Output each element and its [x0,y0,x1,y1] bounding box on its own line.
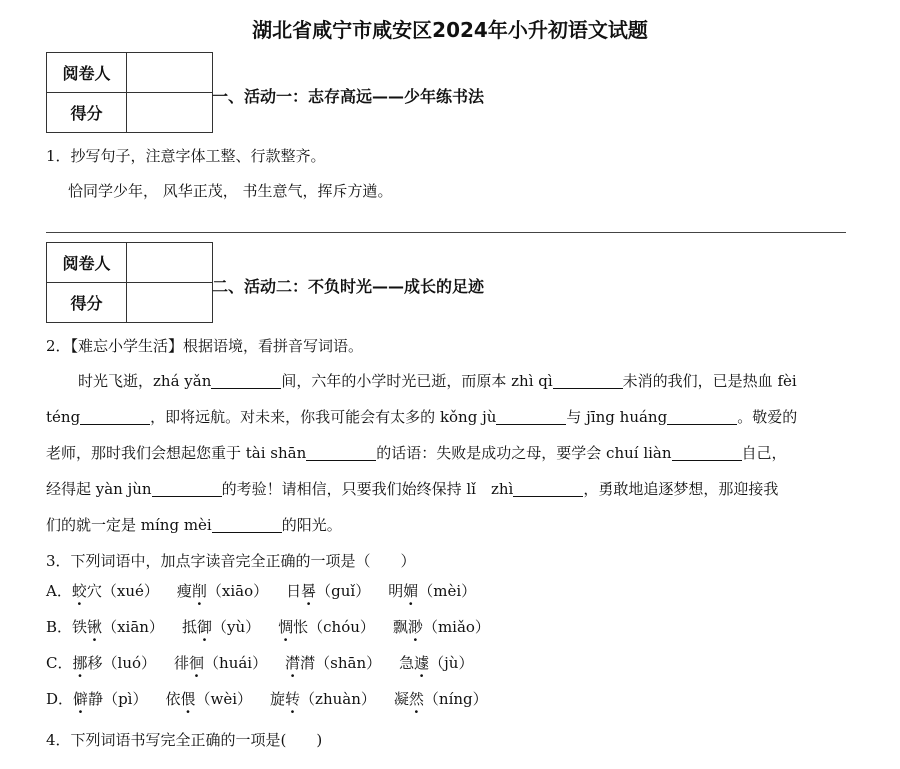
option-word: 凝然（níng） [393,690,488,708]
option-word: 铁锹（xiān） [72,618,164,636]
option-word: 潸潸（shān） [285,654,382,672]
q2-text: 间，六年的小学时光已逝，而原本 zhì qì [281,372,553,390]
q2-text: 的阳光。 [281,516,342,534]
option-word: 抵御（yù） [181,618,261,636]
q2-line-4 [46,478,778,499]
q2-text: 经得起 yàn jùn [46,480,152,498]
q2-text: 。敬爱的 [737,408,798,426]
q3-option-a[interactable] [46,580,476,601]
q2-text: 们的就一定是 míng mèi [46,516,212,534]
option-word: 挪移（luó） [72,654,157,672]
reviewer-label: 阅卷人 [47,243,127,283]
option-word: 惆怅（chóu） [278,618,375,636]
q2-text: 未消的我们，已是热血 fèi [622,372,797,390]
q2-text: ，即将远航。对未来，你我可能会有太多的 kǒng jù [150,408,497,426]
q2-line-1 [78,370,797,391]
reviewer-cell [127,53,213,93]
fill-blank[interactable] [667,409,737,425]
score-cell [127,93,213,133]
reviewer-label: 阅卷人 [47,53,127,93]
score-cell [127,283,213,323]
fill-blank[interactable] [553,373,623,389]
q2-line-5 [46,514,342,535]
q2-prompt: 2．【难忘小学生活】根据语境，看拼音写词语。 [46,337,364,355]
fill-blank[interactable] [306,445,376,461]
q1-sentence: 恰同学少年， 风华正茂， 书生意气，挥斥方遒。 [68,182,393,200]
score-table-1 [46,52,213,133]
q2-text: 与 jīng huáng [566,408,668,426]
option-word: 僻静（pì） [73,690,148,708]
option-word: 依偎（wèi） [165,690,253,708]
q2-line-3 [46,442,787,463]
option-label: A． [46,582,72,600]
section-heading-2: 二、活动二：不负时光——成长的足迹 [212,277,485,296]
option-word: 日晷（guǐ） [286,582,371,600]
score-table-2 [46,242,213,323]
q2-text: 自己， [741,444,787,462]
q2-text: 时光飞逝，zhá yǎn [78,372,212,390]
option-word: 蛟穴（xué） [71,582,159,600]
page-title: 湖北省咸宁市咸安区2024年小升初语文试题 [252,18,648,42]
q2-line-2 [46,406,797,427]
fill-blank[interactable] [212,517,282,533]
option-word: 旋转（zhuàn） [270,690,376,708]
option-word: 急遽（jù） [399,654,474,672]
answer-rule[interactable] [46,232,846,233]
option-word: 瘦削（xiāo） [176,582,269,600]
q2-text: 的话语：失败是成功之母，要学会 chuí liàn [376,444,672,462]
q3-option-c[interactable] [46,652,473,673]
score-label: 得分 [47,283,127,323]
section-heading-1: 一、活动一：志存高远——少年练书法 [212,87,485,106]
option-word: 徘徊（huái） [174,654,268,672]
fill-blank[interactable] [80,409,150,425]
q2-text: téng [46,408,81,426]
q2-text: ，勇敢地追逐梦想，那迎接我 [583,480,779,498]
q3-option-d[interactable] [46,688,488,709]
q3-prompt: 3．下列词语中，加点字读音完全正确的一项是（ ） [46,552,416,570]
fill-blank[interactable] [211,373,281,389]
q4-prompt: 4．下列词语书写完全正确的一项是( ) [46,731,323,749]
fill-blank[interactable] [496,409,566,425]
option-label: B． [46,618,73,636]
q3-option-b[interactable] [46,616,490,637]
score-label: 得分 [47,93,127,133]
option-label: D． [46,690,74,708]
q2-text: 的考验！请相信，只要我们始终保持 lǐ zhì [221,480,514,498]
option-word: 明媚（mèi） [388,582,477,600]
option-word: 飘渺（miǎo） [392,618,490,636]
reviewer-cell [127,243,213,283]
q2-text: 老师，那时我们会想起您重于 tài shān [46,444,307,462]
fill-blank[interactable] [152,481,222,497]
option-label: C． [46,654,73,672]
q1-prompt: 1．抄写句子，注意字体工整、行款整齐。 [46,147,326,165]
fill-blank[interactable] [672,445,742,461]
fill-blank[interactable] [513,481,583,497]
